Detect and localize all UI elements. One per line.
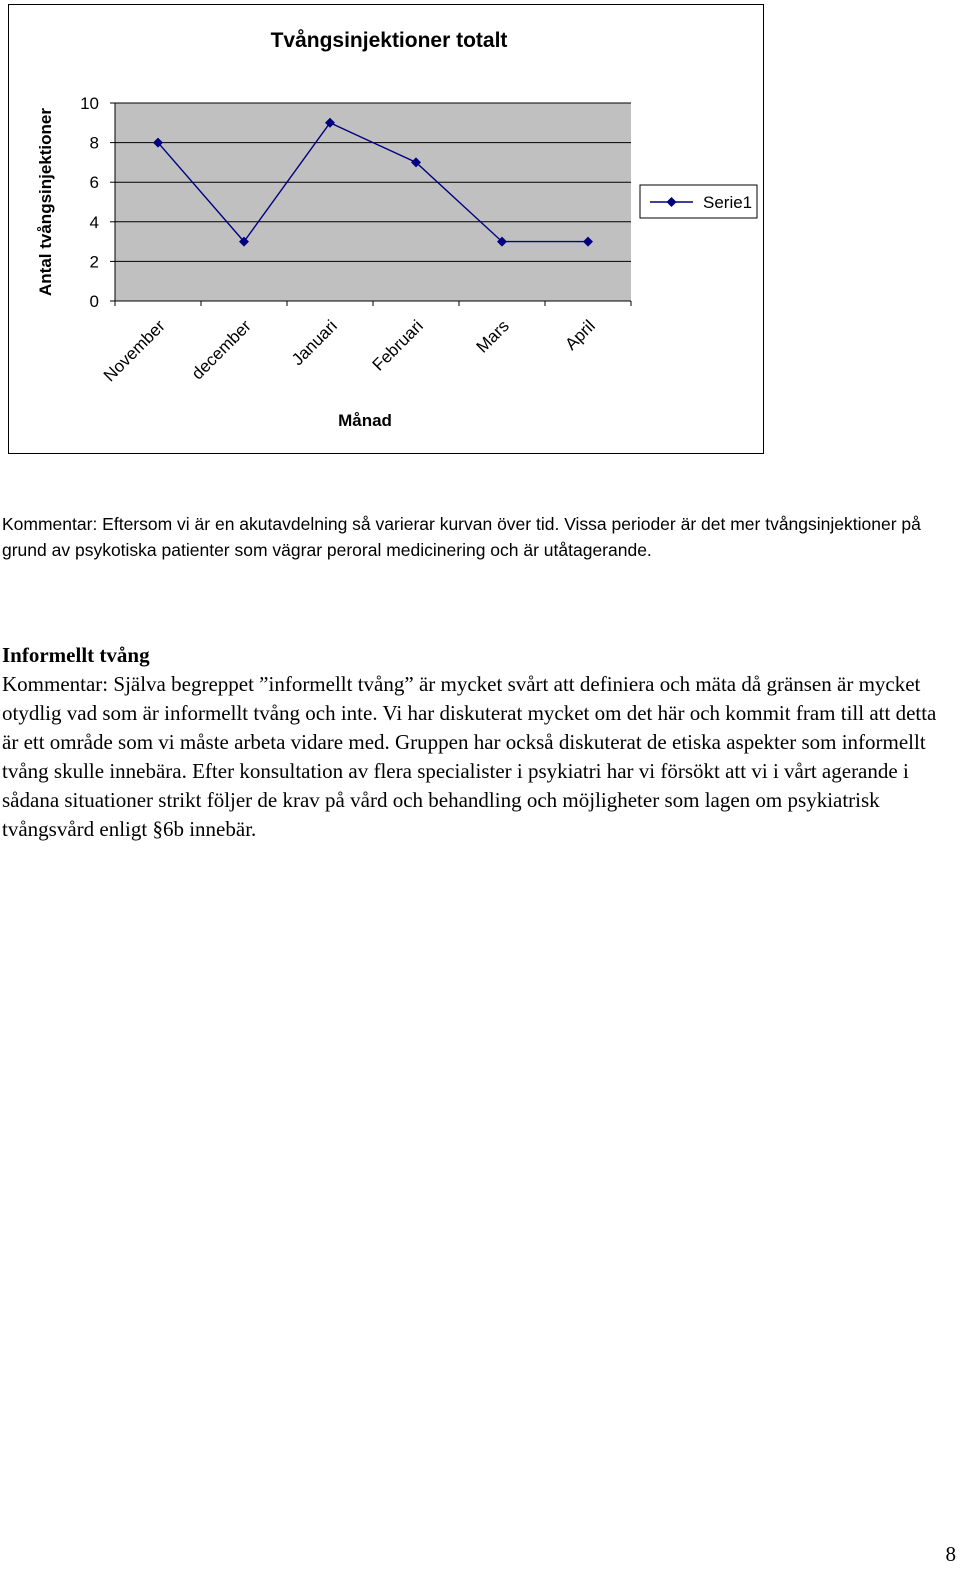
legend: [640, 185, 757, 218]
x-tick-label: Februari: [368, 316, 427, 375]
plot-background: [115, 103, 631, 301]
y-tick-label: 4: [89, 212, 99, 232]
chart-frame: [8, 4, 764, 454]
x-tick-label: April: [561, 316, 599, 354]
section-heading: Informellt tvång: [2, 643, 150, 667]
chart-title: Tvångsinjektioner totalt: [270, 29, 508, 52]
line-chart: [9, 5, 763, 453]
x-tick-label: december: [187, 316, 255, 384]
y-axis-label: Antal tvångsinjektioner: [36, 108, 55, 296]
page-number: 8: [945, 1542, 956, 1566]
x-tick-label: November: [99, 316, 169, 386]
section-body-text: Kommentar: Själva begreppet ”informellt tvång” är mycket svårt att definiera och mäta då gränsen är mycket otydlig vad som är informellt tvång och inte. Vi har diskuterat mycket om det här och kommit fram till att detta är ett område som vi måste arbeta vidare med. Gruppen har också diskuterat de etiska aspekter som informellt tvång skulle innebära. Efter konsultation av flera specialister i psykiatri har vi försökt att vi i vårt agerande i sådana situationer strikt följer de krav på vård och behandling och möjligheter som lagen om psykiatrisk tvångsvård enligt §6b innebär.: [2, 672, 937, 841]
x-axis-label: Månad: [338, 411, 392, 430]
y-tick-label: 10: [80, 94, 99, 113]
y-tick-label: 2: [89, 252, 99, 272]
plot-area: [80, 94, 631, 385]
y-tick-label: 0: [89, 292, 99, 311]
x-tick-label: Januari: [287, 316, 341, 370]
legend-entry-label: Serie1: [703, 193, 753, 212]
x-tick-label: Mars: [472, 316, 513, 357]
y-tick-label: 8: [89, 133, 99, 153]
y-tick-label: 6: [89, 173, 99, 193]
chart-comment: Kommentar: Eftersom vi är en akutavdelning så varierar kurvan över tid. Vissa perioder är det mer tvångsinjektioner på grund av psykotiska patienter som vägrar peroral medicinering och är utåtagerande.: [2, 514, 921, 560]
